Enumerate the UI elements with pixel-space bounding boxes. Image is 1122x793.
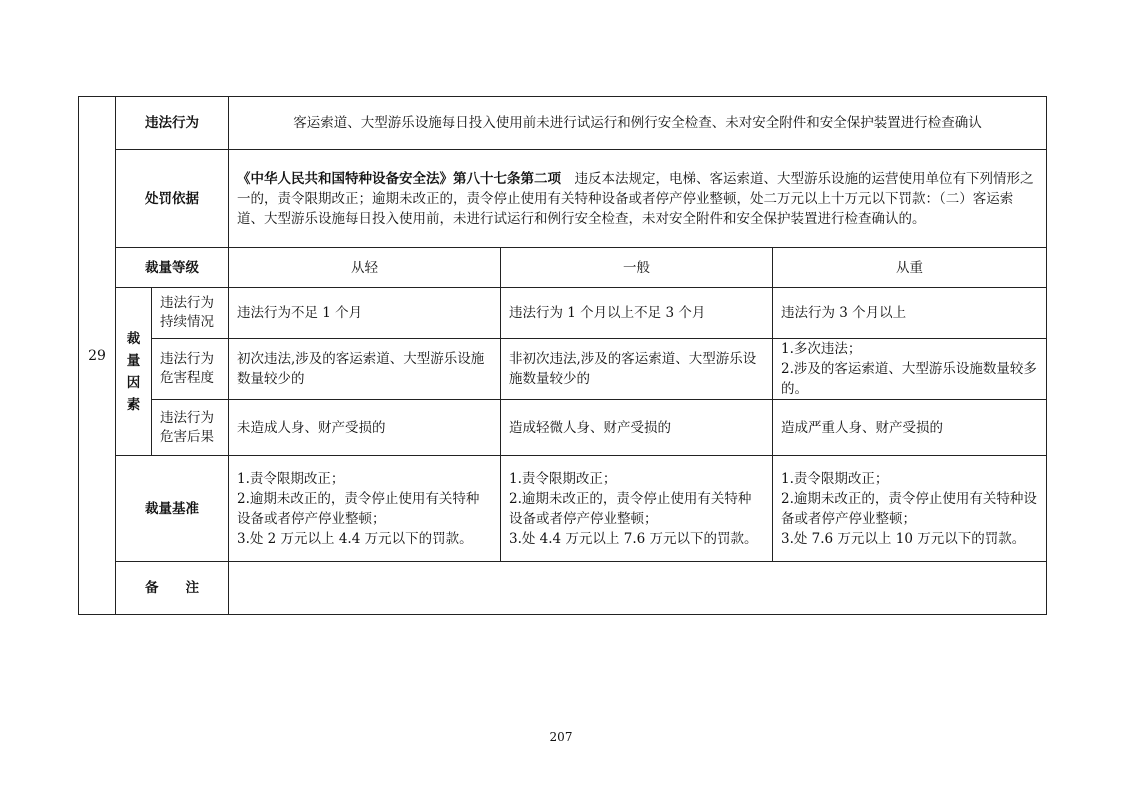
factors-group-char: 素 <box>126 396 141 413</box>
factors-group-char: 因 <box>126 374 141 391</box>
factor-row-severity <box>79 339 1047 400</box>
factor-light: 初次违法,涉及的客运索道、大型游乐设施数量较少的 <box>229 339 501 400</box>
level-heavy: 从重 <box>773 248 1047 288</box>
row-number: 29 <box>79 97 116 615</box>
standards-row <box>79 456 1047 562</box>
factor-normal: 非初次违法,涉及的客运索道、大型游乐设施数量较少的 <box>501 339 773 400</box>
factor-light: 未造成人身、财产受损的 <box>229 400 501 456</box>
violation-label: 违法行为 <box>116 97 229 150</box>
remarks-label: 备 注 <box>116 562 229 615</box>
basis-text: 违反本法规定，电梯、客运索道、大型游乐设施的运营使用单位有下列情形之一的，责令限期改正；逾期未改正的，责令停止使用有关特种设备或者停产停业整顿，处二万元以上十万元以下罚款：（二）客运索道、大型游乐设施每日投入使用前，未进行试运行和例行安全检查，未对安全附件和安全保护装置进行检查确认的。 <box>237 170 1034 227</box>
factor-name: 违法行为 危害后果 <box>152 400 229 456</box>
violation-row <box>79 97 1047 150</box>
levels-row <box>79 248 1047 288</box>
basis-content <box>229 150 1047 248</box>
remarks-content <box>229 562 1047 615</box>
factor-heavy: 造成严重人身、财产受损的 <box>773 400 1047 456</box>
standards-label: 裁量基准 <box>116 456 229 562</box>
discretion-table <box>78 96 1047 615</box>
standard-light: 1.责令限期改正； 2.逾期未改正的，责令停止使用有关特种设备或者停产停业整顿； 3.处 2 万元以上 4.4 万元以下的罚款。 <box>229 456 501 562</box>
factor-normal: 违法行为 1 个月以上不足 3 个月 <box>501 288 773 339</box>
level-normal: 一般 <box>501 248 773 288</box>
factor-light: 违法行为不足 1 个月 <box>229 288 501 339</box>
factor-normal: 造成轻微人身、财产受损的 <box>501 400 773 456</box>
standard-normal: 1.责令限期改正； 2.逾期未改正的，责令停止使用有关特种设备或者停产停业整顿； 3.处 4.4 万元以上 7.6 万元以下的罚款。 <box>501 456 773 562</box>
levels-label: 裁量等级 <box>116 248 229 288</box>
basis-label: 处罚依据 <box>116 150 229 248</box>
factors-group-label <box>116 288 152 456</box>
factor-name: 违法行为 危害程度 <box>152 339 229 400</box>
factors-group-char: 量 <box>126 352 141 369</box>
violation-text: 客运索道、大型游乐设施每日投入使用前未进行试运行和例行安全检查、未对安全附件和安全保护装置进行检查确认 <box>229 97 1047 150</box>
basis-row <box>79 150 1047 248</box>
factor-row-duration <box>79 288 1047 339</box>
level-light: 从轻 <box>229 248 501 288</box>
page-number: 207 <box>549 730 573 744</box>
factor-heavy: 1.多次违法； 2.涉及的客运索道、大型游乐设施数量较多的。 <box>773 339 1047 400</box>
factors-group-char: 裁 <box>126 330 141 347</box>
factor-heavy: 违法行为 3 个月以上 <box>773 288 1047 339</box>
standard-heavy: 1.责令限期改正； 2.逾期未改正的，责令停止使用有关特种设备或者停产停业整顿； 3.处 7.6 万元以上 10 万元以下的罚款。 <box>773 456 1047 562</box>
basis-law-ref: 《中华人民共和国特种设备安全法》第八十七条第二项 <box>237 170 561 187</box>
factor-name: 违法行为 持续情况 <box>152 288 229 339</box>
factor-row-consequence <box>79 400 1047 456</box>
remarks-row <box>79 562 1047 615</box>
